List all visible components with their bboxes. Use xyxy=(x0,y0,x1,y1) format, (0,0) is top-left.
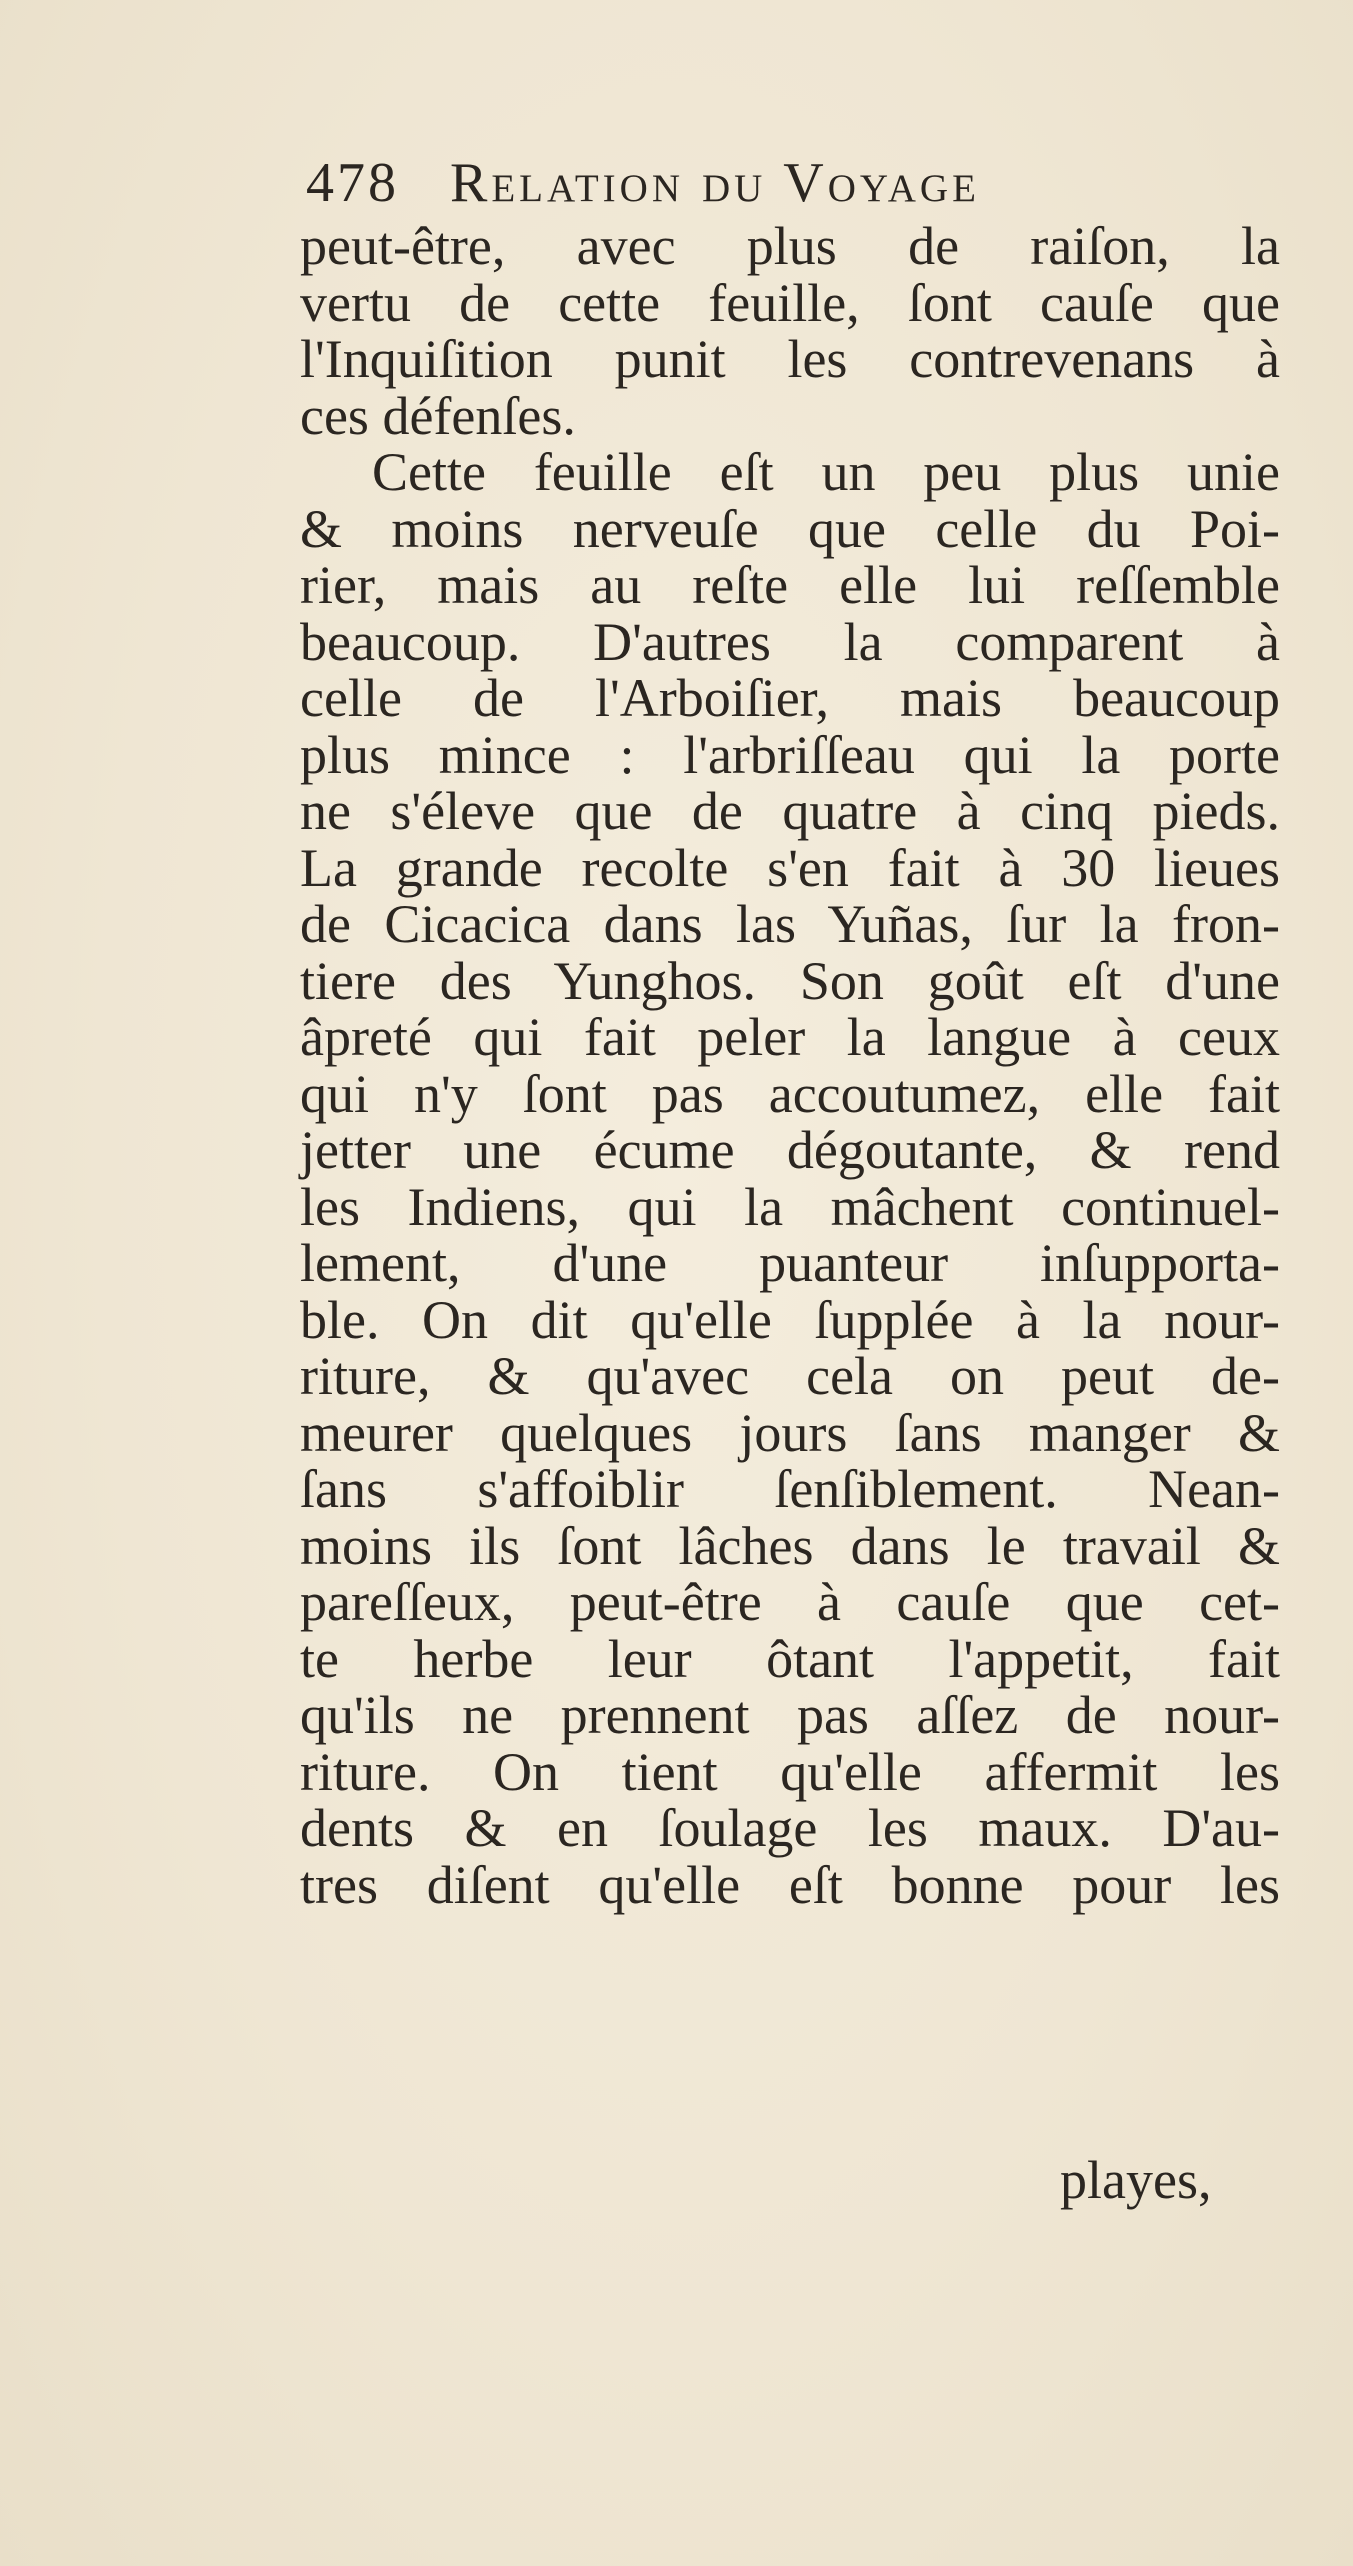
text-line: de Cicacica dans las Yuñas, ſur la fron- xyxy=(300,894,1280,954)
text-line: ſans s'affoiblir ſenſiblement. Nean- xyxy=(300,1459,1280,1519)
text-line: dents & en ſoulage les maux. D'au- xyxy=(300,1798,1280,1858)
text-line: jetter une écume dégoutante, & rend xyxy=(300,1120,1280,1180)
text-line: te herbe leur ôtant l'appetit, fait xyxy=(300,1628,1280,1689)
text-line: riture, & qu'avec cela on peut de- xyxy=(300,1346,1280,1406)
text-line: qu'ils ne prennent pas aſſez de nour- xyxy=(300,1685,1280,1745)
page-number: 478 xyxy=(306,152,399,214)
text-line: ne s'éleve que de quatre à cinq pieds. xyxy=(300,781,1280,841)
text-line: âpreté qui fait peler la langue à ceux xyxy=(300,1007,1280,1067)
text-line: les Indiens, qui la mâchent continuel- xyxy=(300,1176,1280,1237)
text-line: ble. On dit qu'elle ſupplée à la nour- xyxy=(300,1289,1280,1350)
text-line: pareſſeux, peut-être à cauſe que cet- xyxy=(300,1572,1280,1632)
text-line: qui n'y ſont pas accoutumez, elle fait xyxy=(300,1063,1280,1124)
text-line: peut-être, avec plus de raiſon, la xyxy=(300,216,1280,276)
text-line: lement, d'une puanteur inſupporta- xyxy=(300,1233,1280,1293)
text-line: & moins nerveuſe que celle du Poi- xyxy=(300,498,1280,559)
page-header xyxy=(306,148,1176,218)
text-line: plus mince : l'arbriſſeau qui la porte xyxy=(300,724,1280,785)
text-line: tiere des Yunghos. Son goût eſt d'une xyxy=(300,950,1280,1011)
text-line: meurer quelques jours ſans manger & xyxy=(300,1402,1280,1463)
paragraph-start-line: Cette feuille eſt un peu plus unie xyxy=(372,442,1280,502)
text-line: beaucoup. D'autres la comparent à xyxy=(300,611,1280,672)
text-line: riture. On tient qu'elle affermit les xyxy=(300,1741,1280,1802)
text-line: celle de l'Arboiſier, mais beaucoup xyxy=(300,668,1280,728)
text-line: La grande recolte s'en fait à 30 lieues xyxy=(300,837,1280,898)
text-line: moins ils ſont lâches dans le travail & xyxy=(300,1515,1280,1576)
text-line: l'Inquiſition punit les contrevenans à xyxy=(300,329,1280,389)
text-line: rier, mais au reſte elle lui reſſemble xyxy=(300,555,1280,615)
text-line: ces défenſes. xyxy=(300,385,576,446)
body-text xyxy=(300,218,1280,1913)
text-line: vertu de cette feuille, ſont cauſe que xyxy=(300,272,1280,333)
running-title: Relation du Voyage xyxy=(450,152,980,214)
text-line: tres diſent qu'elle eſt bonne pour les xyxy=(300,1854,1280,1915)
catchword: playes, xyxy=(1060,2150,1212,2210)
